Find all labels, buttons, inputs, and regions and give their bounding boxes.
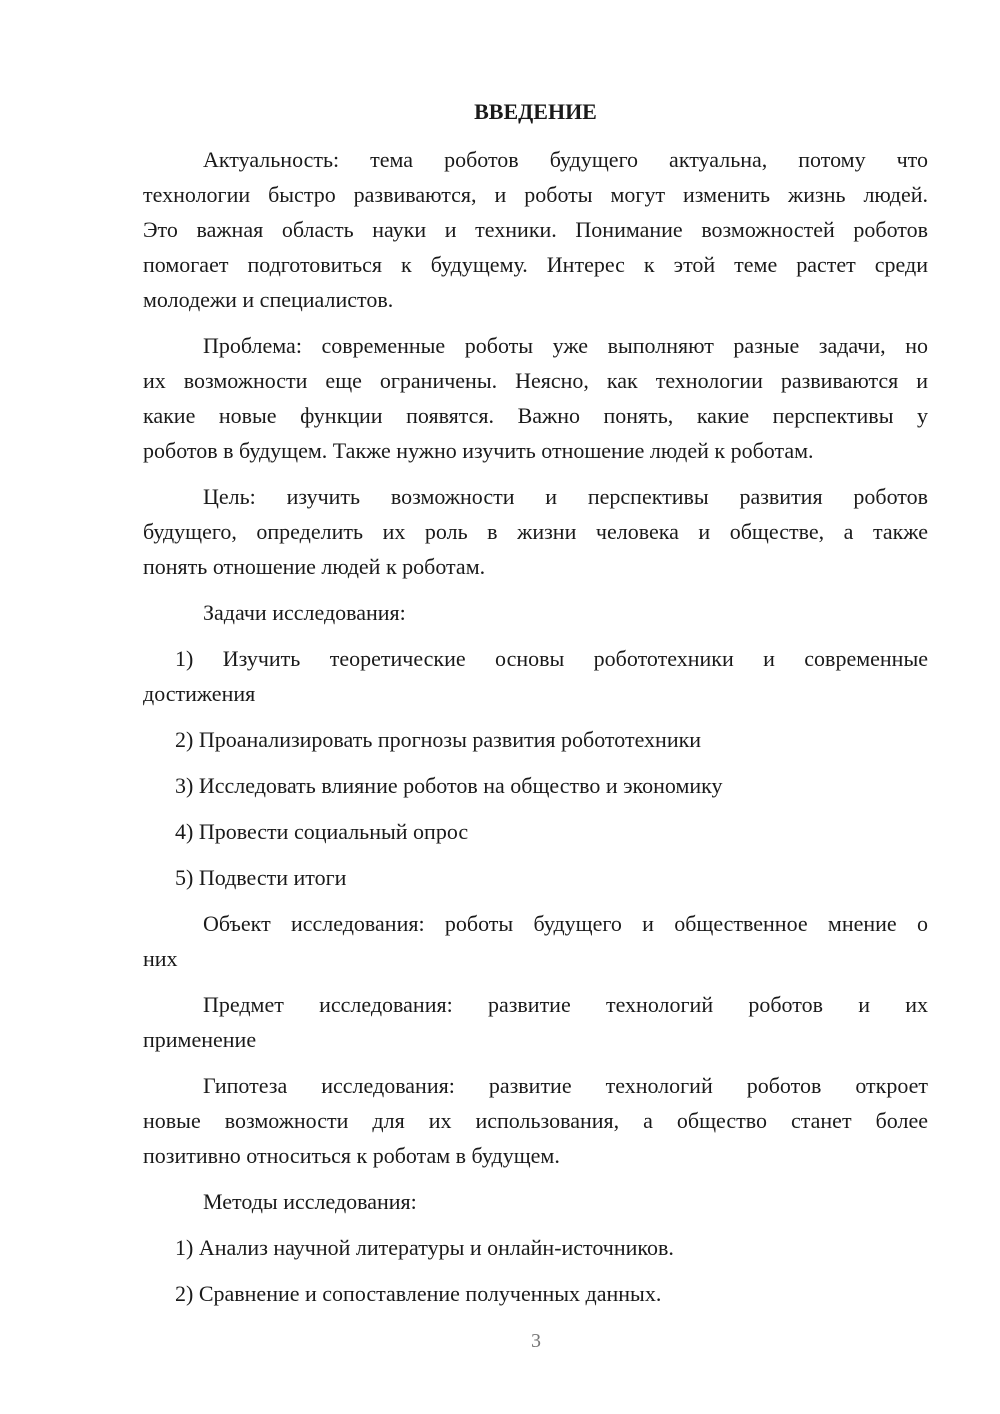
text-line: достижения [143,681,256,706]
document-body [143,142,928,1311]
section-title: ВВЕДЕНИЕ [474,99,597,124]
list-item [143,1230,928,1265]
text-line: понять отношение людей к роботам. [143,554,486,579]
text-line: Предмет исследования: развитие технологий роботов и их [203,992,928,1017]
text-line: 2) Проанализировать прогнозы развития робототехники [175,727,702,752]
text-line: Методы исследования: [203,1189,417,1214]
list-item [143,860,928,895]
paragraph [143,142,928,317]
page-number: 3 [531,1330,541,1352]
text-line: их возможности еще ограничены. Неясно, как технологии развиваются и [143,368,928,393]
paragraph [143,1184,928,1219]
text-line: 1) Изучить теоретические основы робототехники и современные [175,646,928,671]
text-line: 4) Провести социальный опрос [175,819,469,844]
list-item [143,722,928,757]
paragraph [143,479,928,584]
text-line: помогает подготовиться к будущему. Интерес к этой теме растет среди [143,252,928,277]
text-line: них [143,946,178,971]
paragraph [143,906,928,976]
text-line: Цель: изучить возможности и перспективы развития роботов [203,484,928,509]
list-item [143,768,928,803]
text-line: будущего, определить их роль в жизни человека и обществе, а также [143,519,928,544]
text-line: 5) Подвести итоги [175,865,347,890]
list-item [143,814,928,849]
text-line: применение [143,1027,257,1052]
paragraph [143,328,928,468]
paragraph [143,1068,928,1173]
paragraph [143,987,928,1057]
text-line: позитивно относиться к роботам в будущем. [143,1143,560,1168]
text-line: Гипотеза исследования: развитие технологий роботов откроет [203,1073,928,1098]
text-line: Это важная область науки и техники. Понимание возможностей роботов [143,217,928,242]
text-line: 1) Анализ научной литературы и онлайн-источников. [175,1235,674,1260]
text-line: технологии быстро развиваются, и роботы могут изменить жизнь людей. [143,182,928,207]
text-line: 3) Исследовать влияние роботов на общество и экономику [175,773,723,798]
list-item [143,641,928,711]
text-line: Задачи исследования: [203,600,406,625]
paragraph [143,595,928,630]
text-line: Проблема: современные роботы уже выполняют разные задачи, но [203,333,928,358]
text-line: какие новые функции появятся. Важно понять, какие перспективы у [143,403,928,428]
text-line: Актуальность: тема роботов будущего актуальна, потому что [203,147,928,172]
text-line: молодежи и специалистов. [143,287,394,312]
text-line: роботов в будущем. Также нужно изучить отношение людей к роботам. [143,438,814,463]
text-line: 2) Сравнение и сопоставление полученных данных. [175,1281,662,1306]
list-item [143,1276,928,1311]
text-line: Объект исследования: роботы будущего и общественное мнение о [203,911,928,936]
document-page [143,94,928,1322]
text-line: новые возможности для их использования, а общество станет более [143,1108,928,1133]
